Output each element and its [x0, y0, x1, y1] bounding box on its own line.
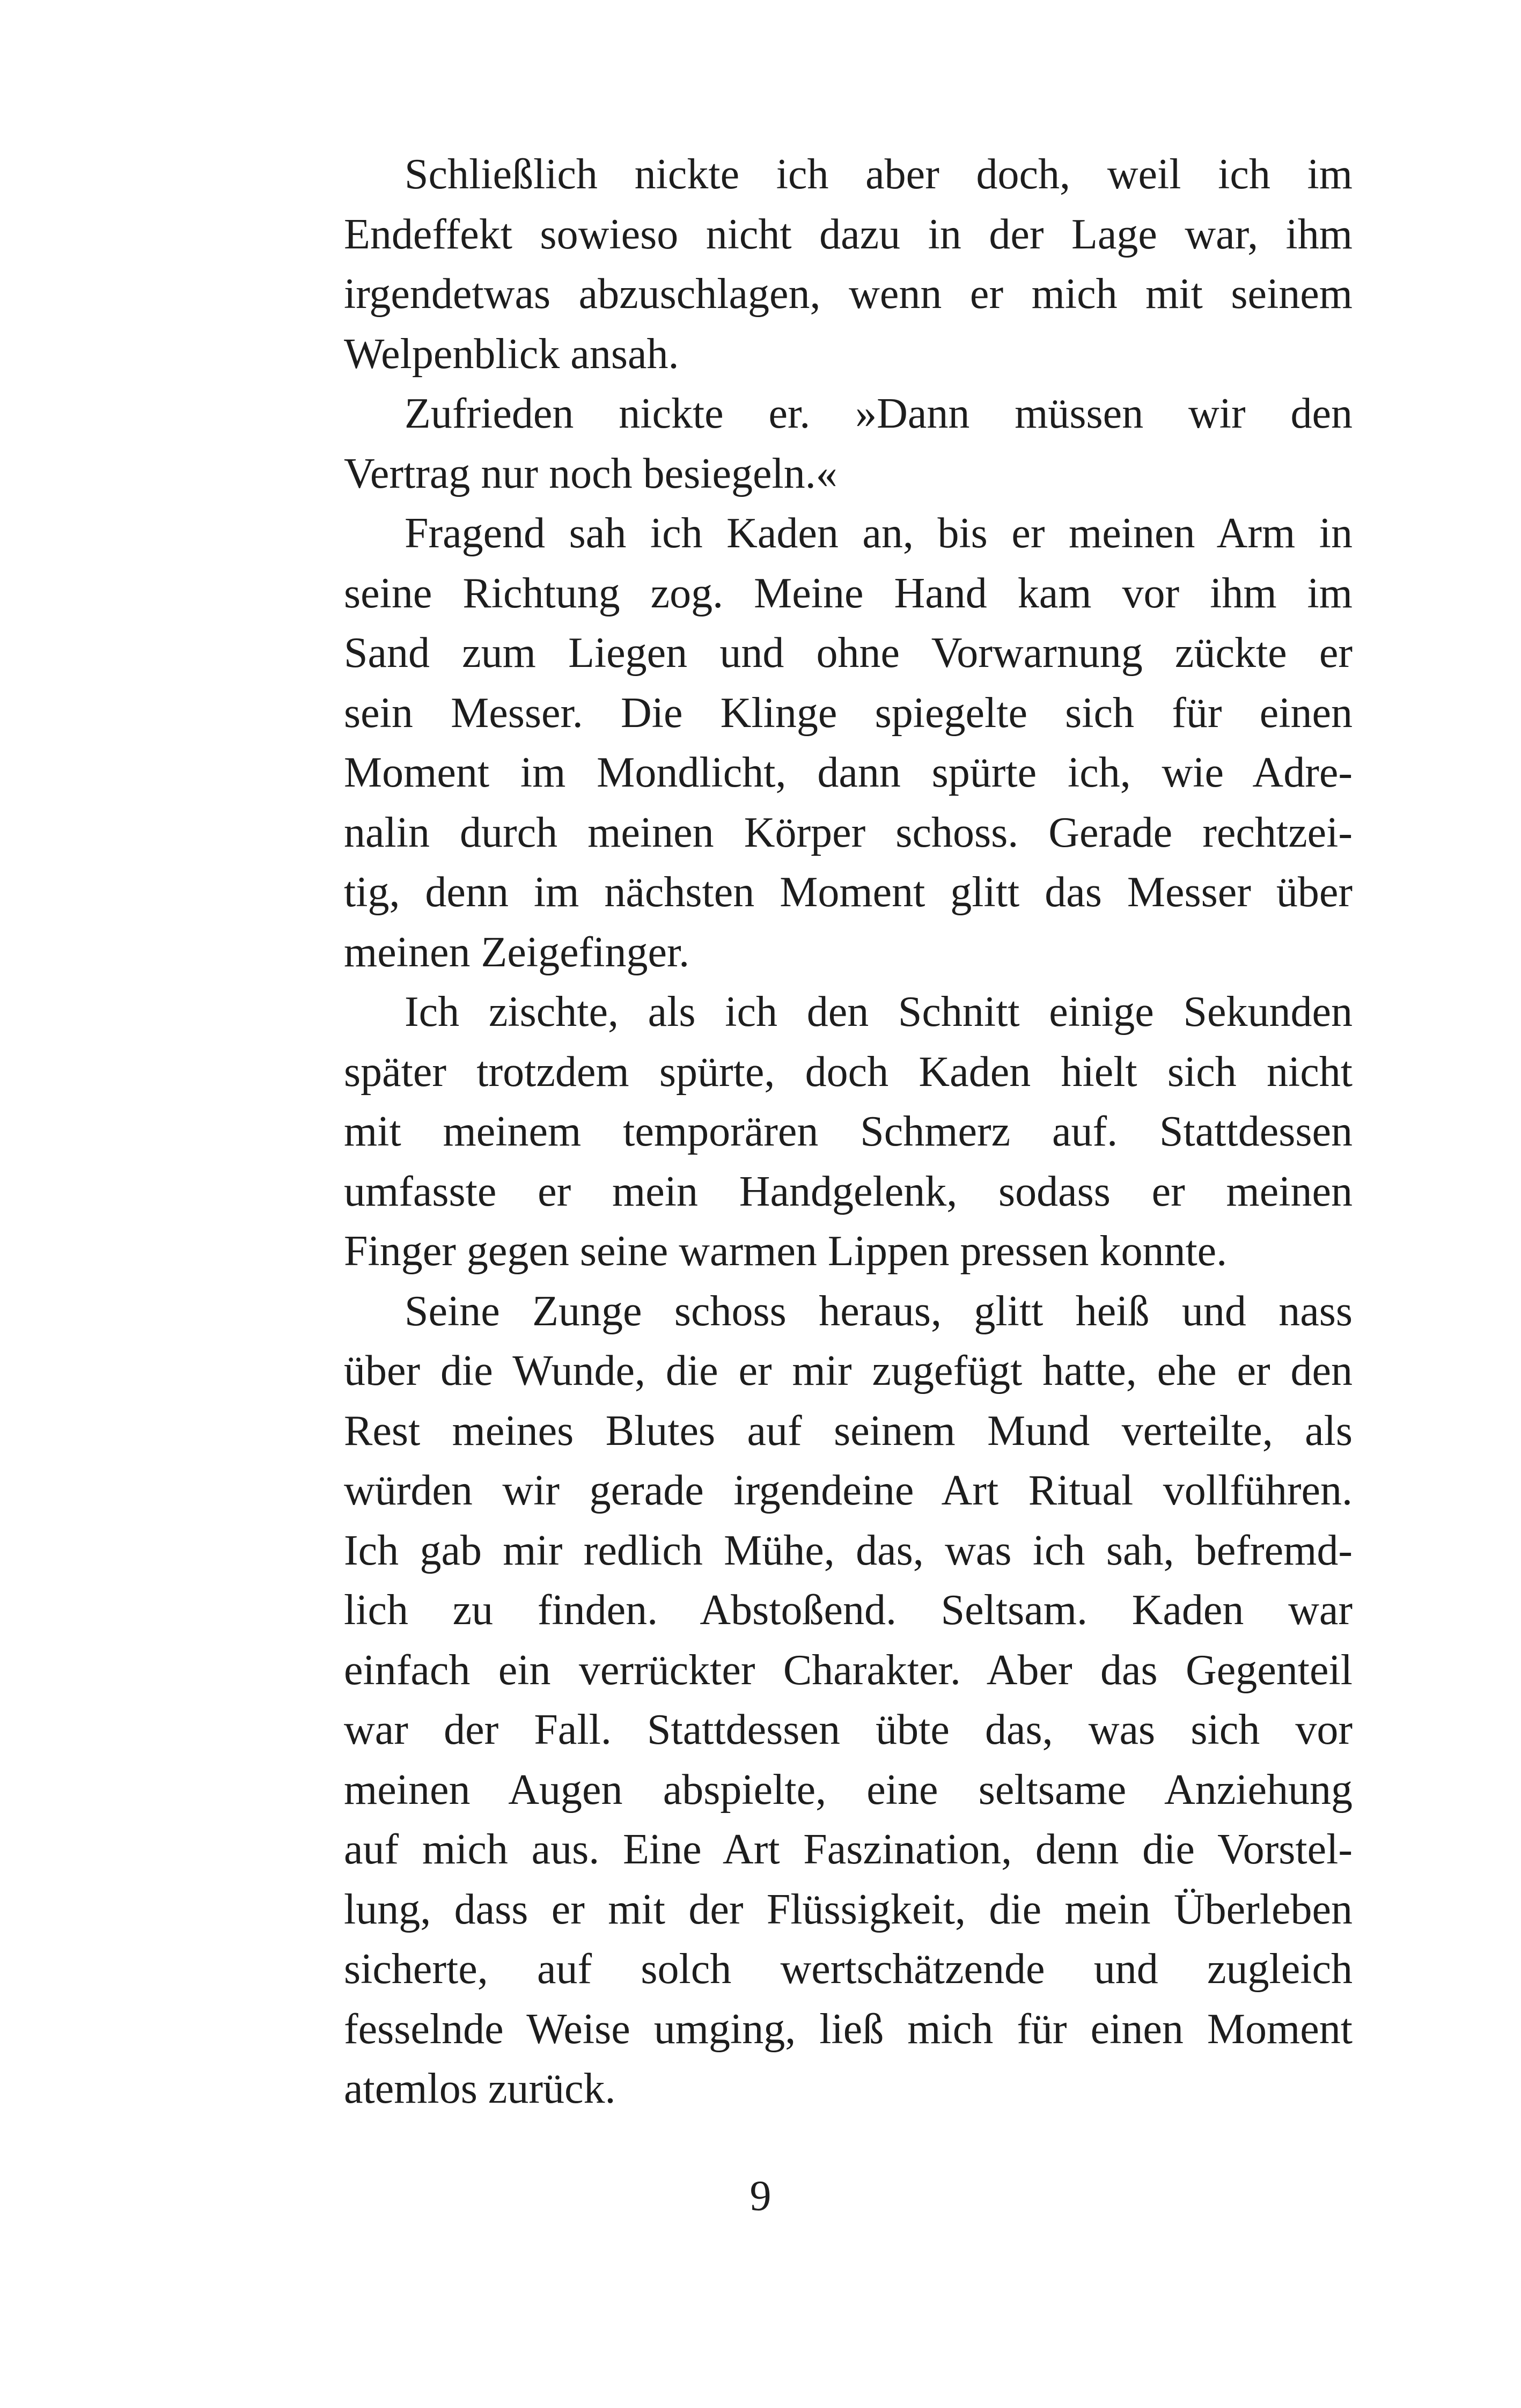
- text-line: atemlos zurück.: [344, 2065, 616, 2112]
- text-line: Zufrieden nickte er. »Dann müssen wir den: [405, 390, 1353, 437]
- text-line: seine Richtung zog. Meine Hand kam vor ihm im: [344, 569, 1353, 617]
- text-line: Sand zum Liegen und ohne Vorwarnung zückte er: [344, 629, 1353, 677]
- text-line: lich zu finden. Abstoßend. Seltsam. Kaden war: [344, 1587, 1353, 1634]
- text-line: auf mich aus. Eine Art Faszination, denn die Vorstel-: [344, 1826, 1353, 1873]
- text-line: Moment im Mondlicht, dann spürte ich, wie Adre-: [344, 749, 1353, 796]
- text-line: einfach ein verrückter Charakter. Aber das Gegenteil: [344, 1646, 1353, 1694]
- text-line: irgendetwas abzuschlagen, wenn er mich mit seinem: [344, 270, 1353, 318]
- body-text: [344, 145, 1353, 2119]
- text-line: Rest meines Blutes auf seinem Mund verteilte, als: [344, 1407, 1353, 1455]
- text-line: nalin durch meinen Körper schoss. Gerade rechtzei-: [344, 809, 1353, 856]
- page-number: 9: [750, 2172, 771, 2220]
- text-line: Schließlich nickte ich aber doch, weil ich im: [405, 151, 1353, 198]
- text-line: mit meinem temporären Schmerz auf. Stattdessen: [344, 1108, 1353, 1155]
- text-line: sicherte, auf solch wertschätzende und zugleich: [344, 1946, 1353, 1993]
- text-line: Vertrag nur noch besiegeln.«: [344, 450, 837, 497]
- text-line: Endeffekt sowieso nicht dazu in der Lage war, ihm: [344, 210, 1353, 258]
- text-line: lung, dass er mit der Flüssigkeit, die mein Überleben: [344, 1885, 1353, 1933]
- text-line: tig, denn im nächsten Moment glitt das Messer über: [344, 869, 1353, 916]
- text-line: Fragend sah ich Kaden an, bis er meinen Arm in: [405, 510, 1353, 557]
- text-line: war der Fall. Stattdessen übte das, was sich vor: [344, 1706, 1353, 1753]
- text-line: Ich zischte, als ich den Schnitt einige Sekunden: [405, 988, 1353, 1036]
- text-line: über die Wunde, die er mir zugefügt hatte, ehe er den: [344, 1347, 1353, 1394]
- text-line: Welpenblick ansah.: [344, 330, 679, 378]
- text-line: meinen Zeigefinger.: [344, 928, 690, 976]
- text-line: später trotzdem spürte, doch Kaden hielt sich nicht: [344, 1048, 1353, 1096]
- text-line: Ich gab mir redlich Mühe, das, was ich sah, befremd-: [344, 1526, 1353, 1574]
- text-line: meinen Augen abspielte, eine seltsame Anziehung: [344, 1766, 1353, 1814]
- text-line: würden wir gerade irgendeine Art Ritual vollführen.: [344, 1467, 1353, 1514]
- text-line: Finger gegen seine warmen Lippen pressen konnte.: [344, 1228, 1228, 1275]
- text-line: umfasste er mein Handgelenk, sodass er meinen: [344, 1168, 1353, 1215]
- text-line: sein Messer. Die Klinge spiegelte sich für einen: [344, 689, 1353, 737]
- text-line: fesselnde Weise umging, ließ mich für einen Moment: [344, 2005, 1353, 2053]
- text-line: Seine Zunge schoss heraus, glitt heiß und nass: [405, 1287, 1353, 1335]
